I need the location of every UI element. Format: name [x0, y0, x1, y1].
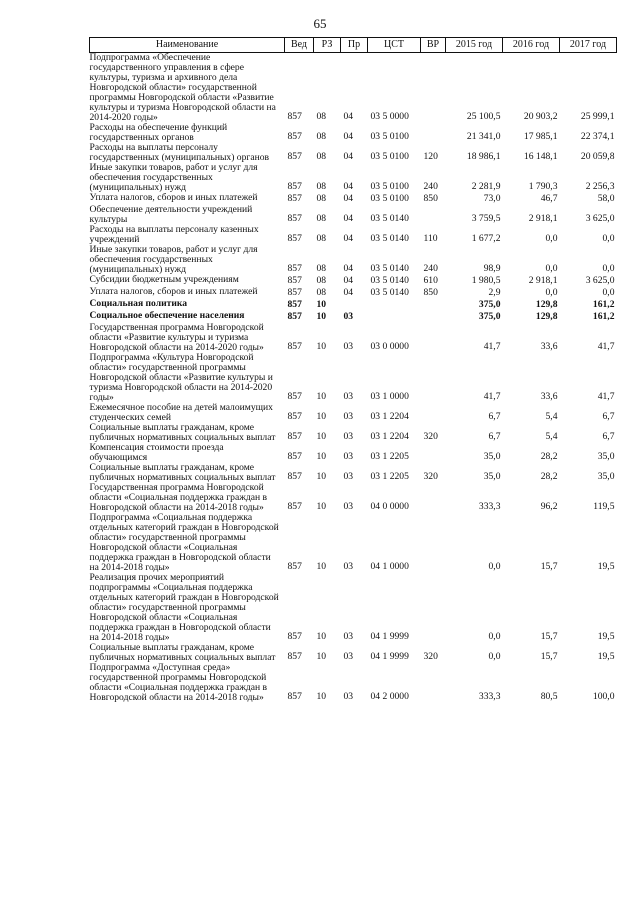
cell-pr: 03: [343, 471, 354, 482]
cell-vr: 850: [423, 287, 438, 298]
cell-rz: 08: [316, 193, 327, 204]
cell-pr: 03: [343, 451, 354, 462]
cell-2015: 0,0: [488, 631, 501, 642]
cell-2015: 333,3: [478, 501, 501, 512]
cell-2017: 6,7: [602, 411, 615, 422]
table-row: [90, 643, 617, 663]
cell-name: Социальное обеспечение населения: [89, 310, 245, 321]
cell-2017: 20 059,8: [580, 151, 615, 162]
cell-ved: 857: [287, 451, 302, 462]
cell-2016: 80,5: [540, 691, 558, 702]
cell-cst: 04 0 0000: [370, 501, 409, 512]
cell-cst: 03 5 0100: [370, 181, 409, 192]
cell-2017: 3 625,0: [585, 275, 615, 286]
cell-2015: 35,0: [483, 451, 501, 462]
cell-vr: [421, 323, 446, 353]
cell-pr: 04: [343, 233, 354, 244]
cell-vr: [421, 353, 446, 403]
cell-pr: 03: [343, 311, 354, 322]
cell-2017: 35,0: [597, 451, 615, 462]
cell-ved: 857: [287, 213, 302, 224]
cell-ved: 857: [287, 391, 302, 402]
cell-2017: 0,0: [602, 233, 615, 244]
table-row: [90, 513, 617, 573]
cell-rz: 10: [316, 651, 327, 662]
cell-pr: 04: [343, 181, 354, 192]
cell-pr: 04: [343, 193, 354, 204]
table-row: [90, 403, 617, 423]
cell-2015: 1 980,5: [471, 275, 501, 286]
cell-name: Субсидии бюджетным учреждениям: [89, 274, 239, 285]
cell-pr: 04: [343, 213, 354, 224]
cell-2015: 6,7: [488, 431, 501, 442]
cell-ved: 857: [287, 631, 302, 642]
cell-2016: 129,8: [535, 299, 558, 310]
cell-rz: 10: [316, 341, 327, 352]
cell-2016: 2 918,1: [528, 275, 558, 286]
header-cst: ЦСТ: [368, 38, 421, 53]
cell-rz: 10: [316, 631, 327, 642]
cell-2015: 18 986,1: [466, 151, 501, 162]
cell-name: Подпрограмма «Социальная поддержка отдельных категорий граждан в Новгородской области» государственной программы Новгородской области «Социальная поддержка граждан в Новгородской области на 2014-2018 годы»: [89, 512, 279, 573]
cell-ved: 857: [287, 341, 302, 352]
cell-2015: 333,3: [478, 691, 501, 702]
cell-name: Обеспечение деятельности учреждений культуры: [89, 204, 253, 225]
cell-vr: [421, 123, 446, 143]
cell-vr: [421, 299, 446, 311]
table-row: [90, 245, 617, 275]
cell-vr: 240: [423, 263, 438, 274]
cell-name: Государственная программа Новгородской области «Социальная поддержка граждан в Новгородской области на 2014-2018 годы»: [89, 482, 268, 513]
cell-vr: [421, 513, 446, 573]
table-row: [90, 483, 617, 513]
cell-2016: 1 790,3: [528, 181, 558, 192]
header-2017: 2017 год: [560, 38, 617, 53]
cell-name: Иные закупки товаров, работ и услуг для обеспечения государственных (муниципальных) нужд: [89, 162, 258, 193]
table-row: [90, 205, 617, 225]
cell-2016: 96,2: [540, 501, 558, 512]
cell-2017: 19,5: [597, 631, 615, 642]
cell-2017: 119,5: [593, 501, 615, 512]
cell-pr: [341, 299, 368, 311]
cell-rz: 10: [316, 471, 327, 482]
cell-vr: 610: [423, 275, 438, 286]
cell-2016: 33,6: [540, 391, 558, 402]
header-2016: 2016 год: [503, 38, 560, 53]
cell-cst: 03 5 0100: [370, 131, 409, 142]
cell-pr: 03: [343, 431, 354, 442]
cell-name: Расходы на выплаты персоналу казенных учреждений: [89, 224, 259, 245]
header-rz: РЗ: [314, 38, 341, 53]
cell-2015: 21 341,0: [466, 131, 501, 142]
cell-2016: 15,7: [540, 561, 558, 572]
header-pr: Пр: [341, 38, 368, 53]
cell-vr: 850: [423, 193, 438, 204]
cell-name: Подпрограмма «Обеспечение государственного управления в сфере культуры, туризма и архивного дела Новгородской области» государственной программы Новгородской области «Развитие культуры и туризма Новгородской области на 2014-2020 годы»: [89, 52, 276, 123]
cell-pr: 03: [343, 631, 354, 642]
cell-pr: 04: [343, 131, 354, 142]
cell-ved: 857: [287, 299, 302, 310]
cell-cst: 03 1 2204: [370, 431, 409, 442]
cell-name: Компенсация стоимости проезда обучающимся: [89, 442, 224, 463]
cell-cst: 03 1 2205: [370, 471, 409, 482]
cell-ved: 857: [287, 651, 302, 662]
cell-cst: 04 1 9999: [370, 631, 409, 642]
cell-vr: 240: [423, 181, 438, 192]
cell-cst: 03 1 2204: [370, 411, 409, 422]
cell-2015: 6,7: [488, 411, 501, 422]
cell-name: Реализация прочих мероприятий подпрограммы «Социальная поддержка отдельных категорий граждан в Новгородской области» государственной программы Новгородской области «Социальная поддержка граждан в Новгородской области на 2014-2018 годы»: [89, 572, 279, 643]
cell-2017: 25 999,1: [580, 111, 615, 122]
cell-2017: 3 625,0: [585, 213, 615, 224]
cell-rz: 10: [316, 501, 327, 512]
cell-vr: [421, 53, 446, 124]
cell-pr: 03: [343, 561, 354, 572]
cell-ved: 857: [287, 411, 302, 422]
cell-rz: 10: [316, 691, 327, 702]
cell-rz: 10: [316, 451, 327, 462]
cell-rz: 10: [316, 311, 327, 322]
cell-rz: 10: [316, 391, 327, 402]
cell-rz: 10: [316, 431, 327, 442]
cell-ved: 857: [287, 233, 302, 244]
cell-2017: 0,0: [602, 263, 615, 274]
cell-2016: 33,6: [540, 341, 558, 352]
cell-name: Государственная программа Новгородской области «Развитие культуры и туризма Новгородской области на 2014-2020 годы»: [89, 322, 264, 353]
cell-cst: 03 5 0140: [370, 213, 409, 224]
cell-cst: 03 5 0140: [370, 263, 409, 274]
cell-2016: 0,0: [545, 233, 558, 244]
cell-pr: 04: [343, 263, 354, 274]
cell-rz: 08: [316, 131, 327, 142]
cell-rz: 08: [316, 181, 327, 192]
cell-2017: 0,0: [602, 287, 615, 298]
cell-ved: 857: [287, 181, 302, 192]
cell-2017: 41,7: [597, 391, 615, 402]
cell-ved: 857: [287, 263, 302, 274]
cell-2015: 375,0: [478, 299, 501, 310]
cell-cst: 03 1 2205: [370, 451, 409, 462]
cell-ved: 857: [287, 501, 302, 512]
cell-name: Подпрограмма «Культура Новгородской области» государственной программы Новгородской области «Развитие культуры и туризма Новгородской области на 2014-2020 годы»: [89, 352, 273, 403]
cell-vr: [421, 443, 446, 463]
cell-ved: 857: [287, 275, 302, 286]
table-row: [90, 143, 617, 163]
cell-2015: 25 100,5: [466, 111, 501, 122]
cell-ved: 857: [287, 471, 302, 482]
cell-cst: 03 0 0000: [370, 341, 409, 352]
cell-vr: [421, 663, 446, 703]
cell-ved: 857: [287, 111, 302, 122]
cell-vr: 320: [423, 651, 438, 662]
cell-name: Ежемесячное пособие на детей малоимущих студенческих семей: [89, 402, 273, 423]
cell-ved: 857: [287, 691, 302, 702]
cell-2015: 41,7: [483, 391, 501, 402]
cell-2015: 98,9: [483, 263, 501, 274]
cell-vr: 120: [423, 151, 438, 162]
cell-rz: 10: [316, 299, 327, 310]
cell-rz: 08: [316, 151, 327, 162]
cell-cst: 03 5 0000: [370, 111, 409, 122]
cell-vr: [421, 205, 446, 225]
cell-cst: 03 5 0100: [370, 151, 409, 162]
cell-name: Социальные выплаты гражданам, кроме публичных нормативных социальных выплат: [89, 422, 276, 443]
cell-cst: 04 1 9999: [370, 651, 409, 662]
table-row: [90, 123, 617, 143]
budget-table: [89, 37, 617, 703]
cell-2017: 161,2: [592, 311, 615, 322]
cell-name: Социальные выплаты гражданам, кроме публичных нормативных социальных выплат: [89, 642, 276, 663]
cell-2017: 6,7: [602, 431, 615, 442]
cell-cst: 03 5 0140: [370, 275, 409, 286]
cell-pr: 04: [343, 111, 354, 122]
cell-name: Иные закупки товаров, работ и услуг для обеспечения государственных (муниципальных) нужд: [89, 244, 258, 275]
cell-2017: 100,0: [592, 691, 615, 702]
cell-rz: 10: [316, 561, 327, 572]
table-row: [90, 323, 617, 353]
page-number: 65: [313, 16, 327, 31]
cell-2015: 35,0: [483, 471, 501, 482]
cell-2016: 28,2: [540, 451, 558, 462]
cell-2016: 5,4: [545, 431, 558, 442]
cell-rz: 10: [316, 411, 327, 422]
table-row: [90, 463, 617, 483]
cell-vr: [421, 483, 446, 513]
cell-pr: 03: [343, 341, 354, 352]
header-name: Наименование: [90, 38, 285, 53]
cell-pr: 04: [343, 275, 354, 286]
cell-2016: 28,2: [540, 471, 558, 482]
cell-rz: 08: [316, 111, 327, 122]
cell-2016: 15,7: [540, 651, 558, 662]
cell-cst: 03 1 0000: [370, 391, 409, 402]
table-row: [90, 225, 617, 245]
cell-rz: 08: [316, 213, 327, 224]
cell-2015: 0,0: [488, 651, 501, 662]
cell-2015: 3 759,5: [471, 213, 501, 224]
cell-vr: [421, 573, 446, 643]
header-2015: 2015 год: [446, 38, 503, 53]
cell-name: Социальные выплаты гражданам, кроме публичных нормативных социальных выплат: [89, 462, 276, 483]
table-row: [90, 53, 617, 124]
cell-2015: 0,0: [488, 561, 501, 572]
cell-2016: 15,7: [540, 631, 558, 642]
header-vr: ВР: [421, 38, 446, 53]
cell-2016: 0,0: [545, 287, 558, 298]
cell-ved: 857: [287, 193, 302, 204]
cell-2015: 73,0: [483, 193, 501, 204]
cell-ved: 857: [287, 561, 302, 572]
cell-2017: 161,2: [592, 299, 615, 310]
table-row: [90, 663, 617, 703]
cell-2017: 2 256,3: [585, 181, 615, 192]
cell-cst: [368, 311, 421, 323]
cell-2016: 17 985,1: [523, 131, 558, 142]
cell-cst: 03 5 0100: [370, 193, 409, 204]
cell-ved: 857: [287, 311, 302, 322]
cell-2016: 16 148,1: [523, 151, 558, 162]
cell-2016: 0,0: [545, 263, 558, 274]
cell-vr: [421, 311, 446, 323]
cell-cst: 04 1 0000: [370, 561, 409, 572]
cell-2017: 35,0: [597, 471, 615, 482]
cell-2016: 20 903,2: [523, 111, 558, 122]
table-row: [90, 353, 617, 403]
header-ved: Вед: [285, 38, 314, 53]
cell-2015: 1 677,2: [471, 233, 501, 244]
cell-2015: 2 281,9: [471, 181, 501, 192]
cell-vr: [421, 403, 446, 423]
cell-pr: 04: [343, 287, 354, 298]
table-row: [90, 163, 617, 193]
table-row: [90, 443, 617, 463]
cell-pr: 03: [343, 391, 354, 402]
cell-vr: 110: [423, 233, 438, 244]
cell-pr: 04: [343, 151, 354, 162]
cell-vr: 320: [423, 431, 438, 442]
cell-vr: 320: [423, 471, 438, 482]
cell-2016: 46,7: [540, 193, 558, 204]
cell-2016: 5,4: [545, 411, 558, 422]
cell-2017: 19,5: [597, 651, 615, 662]
cell-ved: 857: [287, 287, 302, 298]
cell-rz: 08: [316, 275, 327, 286]
cell-ved: 857: [287, 131, 302, 142]
cell-2015: 2,9: [488, 287, 501, 298]
cell-cst: [368, 299, 421, 311]
cell-pr: 03: [343, 501, 354, 512]
cell-rz: 08: [316, 263, 327, 274]
cell-2017: 58,0: [597, 193, 615, 204]
cell-name: Расходы на выплаты персоналу государственных (муниципальных) органов: [89, 142, 270, 163]
cell-name: Уплата налогов, сборов и иных платежей: [89, 192, 258, 203]
cell-pr: 03: [343, 651, 354, 662]
cell-cst: 04 2 0000: [370, 691, 409, 702]
cell-ved: 857: [287, 151, 302, 162]
cell-rz: 08: [316, 287, 327, 298]
cell-name: Подпрограмма «Доступная среда» государственной программы Новгородской области «Социальная поддержка граждан в Новгородской области на 2014-2018 годы»: [89, 662, 268, 703]
cell-2016: 129,8: [535, 311, 558, 322]
cell-name: Расходы на обеспечение функций государственных органов: [89, 122, 228, 143]
cell-2016: 2 918,1: [528, 213, 558, 224]
cell-pr: 03: [343, 411, 354, 422]
cell-pr: 03: [343, 691, 354, 702]
cell-rz: 08: [316, 233, 327, 244]
cell-2017: 22 374,1: [580, 131, 615, 142]
table-row: [90, 573, 617, 643]
cell-cst: 03 5 0140: [370, 287, 409, 298]
cell-ved: 857: [287, 431, 302, 442]
table-row: [90, 423, 617, 443]
cell-name: Уплата налогов, сборов и иных платежей: [89, 286, 258, 297]
cell-name: Социальная политика: [89, 298, 188, 309]
table-header-row: [90, 38, 617, 53]
cell-2015: 41,7: [483, 341, 501, 352]
cell-cst: 03 5 0140: [370, 233, 409, 244]
cell-2015: 375,0: [478, 311, 501, 322]
cell-2017: 41,7: [597, 341, 615, 352]
cell-2017: 19,5: [597, 561, 615, 572]
